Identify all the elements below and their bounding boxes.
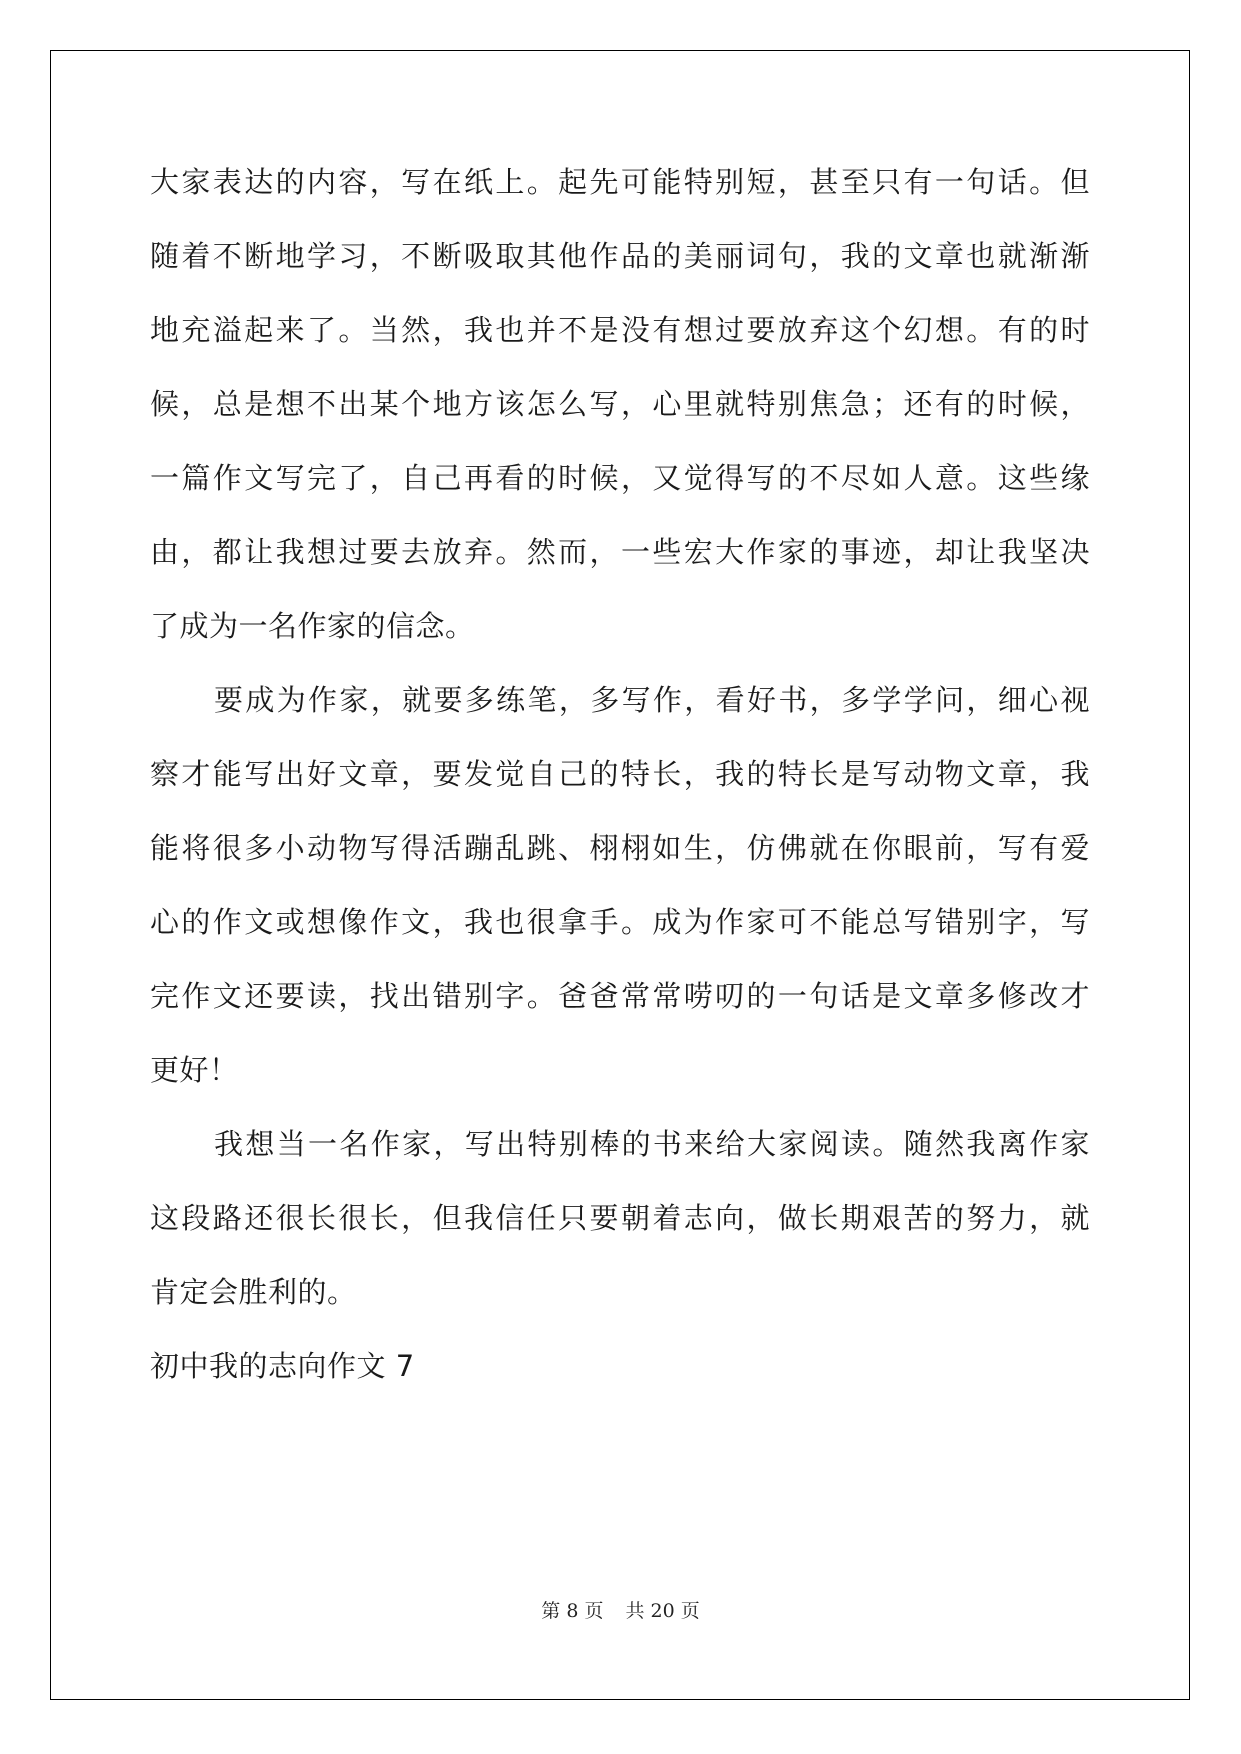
paragraph-2-line-1: 要成为作家，就要多练笔，多写作，看好书，多学学问，细心视 <box>214 683 1090 717</box>
total-pages: 共 20 页 <box>625 1600 700 1622</box>
paragraph-2-line-3: 能将很多小动物写得活蹦乱跳、栩栩如生，仿佛就在你眼前，写有爱 <box>150 831 1090 865</box>
paragraph-1-line-4: 候，总是想不出某个地方该怎么写，心里就特别焦急；还有的时候， <box>150 387 1090 421</box>
paragraph-1-line-7: 了成为一名作家的信念。 <box>150 609 475 643</box>
page-number: 第 8 页 <box>541 1600 604 1622</box>
section-heading: 初中我的志向作文 7 <box>150 1349 415 1383</box>
paragraph-1-line-3: 地充溢起来了。当然，我也并不是没有想过要放弃这个幻想。有的时 <box>150 313 1090 347</box>
paragraph-2-line-6: 更好！ <box>150 1053 239 1087</box>
page-border <box>50 50 1190 1700</box>
page-footer <box>0 1596 1241 1623</box>
paragraph-2-line-4: 心的作文或想像作文，我也很拿手。成为作家可不能总写错别字，写 <box>150 905 1090 939</box>
paragraph-3-line-1: 我想当一名作家，写出特别棒的书来给大家阅读。随然我离作家 <box>214 1127 1090 1161</box>
paragraph-3-line-3: 肯定会胜利的。 <box>150 1275 357 1309</box>
paragraph-3-line-2: 这段路还很长很长，但我信任只要朝着志向，做长期艰苦的努力，就 <box>150 1201 1090 1235</box>
paragraph-1-line-6: 由，都让我想过要去放弃。然而，一些宏大作家的事迹，却让我坚决 <box>150 535 1090 569</box>
paragraph-2-line-2: 察才能写出好文章，要发觉自己的特长，我的特长是写动物文章，我 <box>150 757 1090 791</box>
paragraph-1-line-2: 随着不断地学习，不断吸取其他作品的美丽词句，我的文章也就渐渐 <box>150 239 1090 273</box>
paragraph-1-line-5: 一篇作文写完了，自己再看的时候，又觉得写的不尽如人意。这些缘 <box>150 461 1090 495</box>
paragraph-2-line-5: 完作文还要读，找出错别字。爸爸常常唠叨的一句话是文章多修改才 <box>150 979 1090 1013</box>
paragraph-1-line-1: 大家表达的内容，写在纸上。起先可能特别短，甚至只有一句话。但 <box>150 165 1090 199</box>
